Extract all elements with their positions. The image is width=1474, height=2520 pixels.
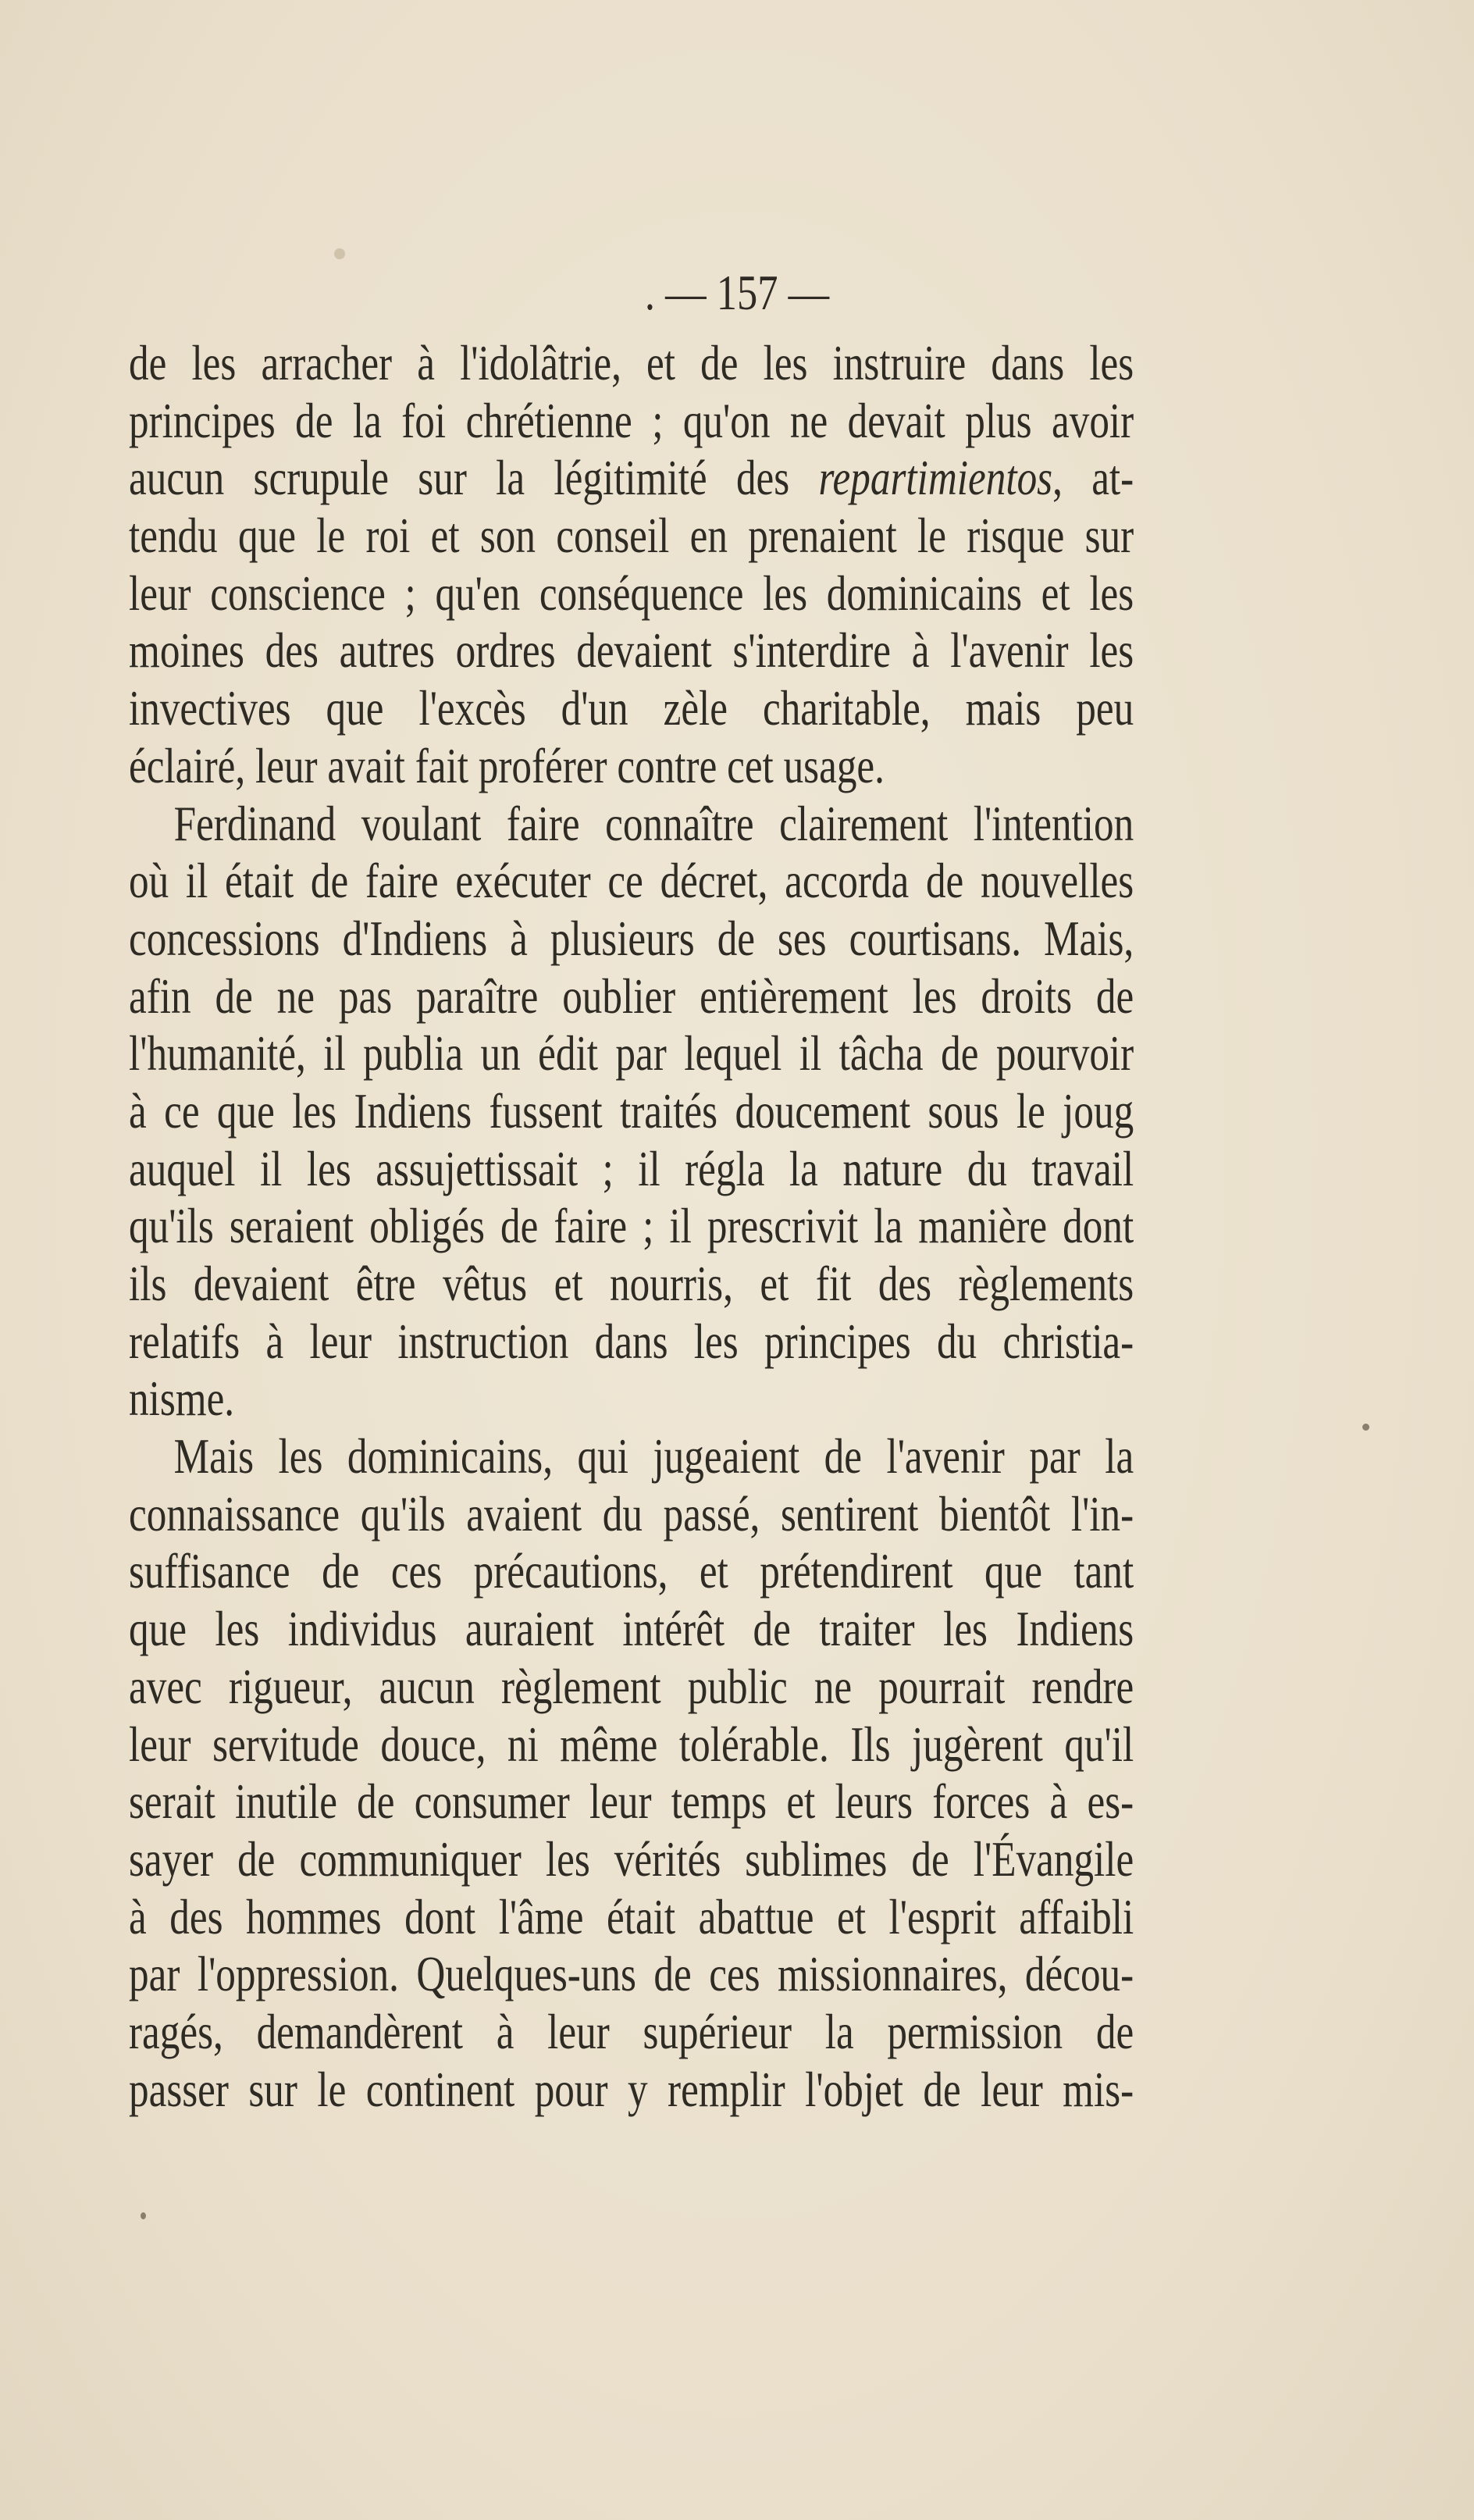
text-line: invectives que l'excès d'un zèle charitable, mais peu: [129, 680, 1134, 736]
paper-speck: [334, 248, 345, 259]
text-line: par l'oppression. Quelques-uns de ces missionnaires, décou-: [129, 1946, 1134, 2002]
text-line: ragés, demandèrent à leur supérieur la permission de: [129, 2003, 1134, 2059]
text-line: concessions d'Indiens à plusieurs de ses courtisans. Mais,: [129, 910, 1134, 966]
text-line: éclairé, leur avait fait proférer contre cet usage.: [129, 737, 885, 793]
text-line: l'humanité, il publia un édit par lequel il tâcha de pourvoir: [129, 1025, 1134, 1082]
body-text: [129, 334, 1134, 2118]
text-line: qu'ils seraient obligés de faire ; il prescrivit la manière dont: [129, 1198, 1134, 1254]
text-line: auquel il les assujettissait ; il régla la nature du travail: [129, 1140, 1134, 1196]
text-line: avec rigueur, aucun règlement public ne pourrait rendre: [129, 1658, 1134, 1714]
text-line: relatifs à leur instruction dans les principes du christia-: [129, 1313, 1134, 1369]
page-number: . — 157 —: [644, 265, 830, 320]
text-line: nisme.: [129, 1370, 235, 1427]
paragraph: [129, 334, 1134, 795]
paragraph: [129, 795, 1134, 1428]
text-line: passer sur le continent pour y remplir l'objet de leur mis-: [129, 2061, 1134, 2117]
text-line: à ce que les Indiens fussent traités doucement sous le joug: [129, 1082, 1134, 1139]
paragraph: [129, 1428, 1134, 2118]
text-line: de les arracher à l'idolâtrie, et de les instruire dans les: [129, 335, 1134, 390]
text-line: aucun scrupule sur la légitimité des repartimientos, at-: [129, 450, 1134, 506]
text-line: à des hommes dont l'âme était abattue et l'esprit affaibli: [129, 1888, 1134, 1944]
text-line: connaissance qu'ils avaient du passé, sentirent bientôt l'in-: [129, 1485, 1134, 1542]
text-line: ils devaient être vêtus et nourris, et fit des règlements: [129, 1256, 1134, 1311]
text-line: suffisance de ces précautions, et prétendirent que tant: [129, 1543, 1134, 1599]
text-line: moines des autres ordres devaient s'interdire à l'avenir les: [129, 622, 1134, 679]
text-line: que les individus auraient intérêt de traiter les Indiens: [129, 1601, 1134, 1657]
text-line: serait inutile de consumer leur temps et leurs forces à es-: [129, 1773, 1134, 1830]
text-line: principes de la foi chrétienne ; qu'on ne devait plus avoir: [129, 392, 1134, 448]
text-line: Ferdinand voulant faire connaître clairement l'intention: [173, 795, 1134, 851]
text-line: Mais les dominicains, qui jugeaient de l'avenir par la: [173, 1428, 1134, 1485]
text-line: sayer de communiquer les vérités sublimes de l'Évangile: [129, 1830, 1134, 1887]
text-line: afin de ne pas paraître oublier entièrement les droits de: [129, 968, 1134, 1024]
paper-speck: [141, 2212, 146, 2219]
paper-speck: [1362, 1424, 1369, 1431]
text-line: leur conscience ; qu'en conséquence les dominicains et les: [129, 565, 1134, 621]
text-line: où il était de faire exécuter ce décret, accorda de nouvelles: [129, 853, 1134, 909]
text-line: tendu que le roi et son conseil en prenaient le risque sur: [129, 508, 1134, 564]
text-line: leur servitude douce, ni même tolérable. Ils jugèrent qu'il: [129, 1716, 1134, 1772]
